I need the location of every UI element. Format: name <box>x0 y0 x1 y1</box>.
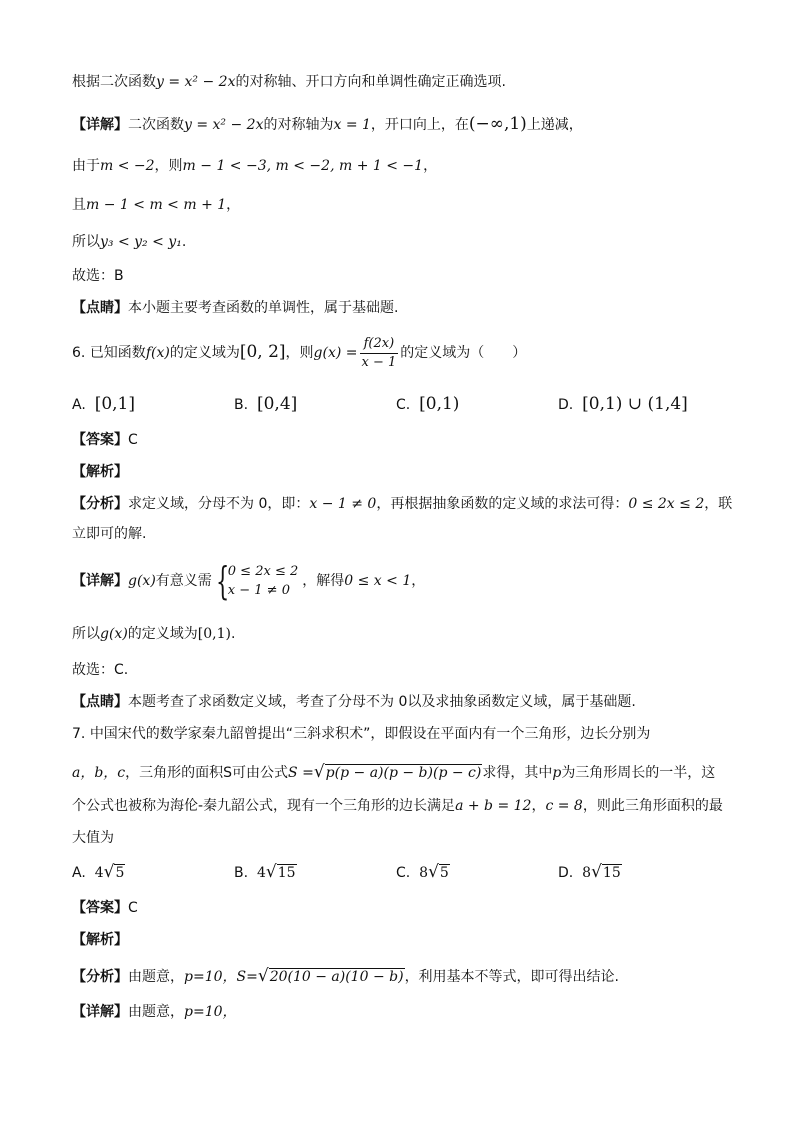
q5-line4-text-b: . <box>181 234 187 250</box>
option-radical <box>428 862 450 883</box>
q5-detail-text-b: 的对称轴为 <box>263 117 334 133</box>
range-condition: 0 ≤ 2x ≤ 2 <box>628 496 705 512</box>
analysis-label: 【分析】 <box>72 496 128 512</box>
option-value: [0,4] <box>256 394 298 414</box>
option-radicand: 15 <box>277 865 296 881</box>
q5-comment <box>72 298 398 318</box>
conclusion-text-b: 的定义域为 <box>127 626 198 642</box>
area-radicand: 20(10 − a)(10 − b) <box>269 969 404 985</box>
analysis-label: 【分析】 <box>72 969 128 985</box>
brace-icon: { <box>215 559 230 603</box>
q6-text: 已知函数 <box>89 345 146 361</box>
fraction-numerator: f(2x) <box>360 335 399 354</box>
analysis-text-b: ，再根据抽象函数的定义域的求法可得： <box>376 496 629 512</box>
triangle-sides: a，b，c <box>72 765 126 781</box>
condition-separator: ， <box>531 798 546 814</box>
question-number: 6. <box>72 345 86 361</box>
q6-conclusion <box>72 624 235 644</box>
answer-value: C <box>128 432 138 448</box>
q6-analysis-line1 <box>72 494 732 514</box>
g-fraction <box>360 335 399 372</box>
q6-analysis-label: 【解析】 <box>72 464 128 480</box>
detail-label: 【详解】 <box>72 117 128 133</box>
analysis-text-b: ，利用基本不等式，即可得出结论. <box>404 969 620 985</box>
detail-label: 【详解】 <box>72 573 128 589</box>
q5-line2-text: 由于 <box>72 158 100 174</box>
q5-line2-text-b: ，则 <box>154 158 183 174</box>
comment-text: 本题考查了求函数定义域，考查了分母不为 0以及求抽象函数定义域，属于基础题. <box>128 694 636 710</box>
q7-text: 中国宋代的数学家秦九韶曾提出“三斜求积术”，即假设在平面内有一个三角形，边长分别为 <box>89 726 651 742</box>
sqrt-icon: √ <box>103 862 115 882</box>
y-order-chain: y₃ < y₂ < y₁ <box>100 234 182 250</box>
option-letter: B. <box>234 865 249 881</box>
inequality-chain: m − 1 < −3, m < −2, m + 1 < −1 <box>182 158 424 174</box>
area-formula <box>258 964 405 989</box>
q6-option-a <box>72 394 135 415</box>
function-g: g(x) <box>100 626 128 642</box>
detail-text-b: ，解得 <box>302 573 345 589</box>
option-coefficient: 4 <box>94 865 104 881</box>
q6-choice: 故选：C. <box>72 662 129 678</box>
inequality-system <box>215 559 299 603</box>
option-letter: C. <box>396 397 411 413</box>
solution-range: 0 ≤ x < 1 <box>344 573 412 589</box>
q5-line-3 <box>72 195 240 215</box>
q5-line4-text: 所以 <box>72 234 100 250</box>
conclusion-text-c: . <box>230 626 236 642</box>
area-symbol: S= <box>236 969 258 985</box>
q5-detail-text-d: 上递减， <box>526 117 583 133</box>
option-radical <box>591 862 622 883</box>
option-letter: D. <box>558 865 574 881</box>
intro-text-tail: 的对称轴、开口方向和单调性确定正确选项. <box>235 74 506 90</box>
quadratic-formula: y = x² − 2x <box>156 74 236 90</box>
system-row: x − 1 ≠ 0 <box>227 583 290 598</box>
p-value: p=10， <box>184 969 237 985</box>
option-radicand: 5 <box>115 865 125 881</box>
detail-label: 【详解】 <box>72 1004 128 1020</box>
analysis-text-c: ，联 <box>704 496 733 512</box>
q7-answer <box>72 898 138 918</box>
option-value: [0,1) ∪ (1,4] <box>582 394 688 414</box>
q6-analysis-line2: 立即可的解. <box>72 526 147 542</box>
q7-stem-line3 <box>72 796 723 816</box>
q7-analysis <box>72 964 619 989</box>
option-letter: A. <box>72 397 86 413</box>
q7-stem-line4: 大值为 <box>72 830 114 846</box>
option-radicand: 5 <box>439 865 449 881</box>
option-letter: D. <box>558 397 574 413</box>
q7-detail <box>72 1002 237 1022</box>
q6-option-d <box>558 394 688 415</box>
sqrt-icon: √ <box>257 966 269 986</box>
conclusion-text: 所以 <box>72 626 100 642</box>
system-row: 0 ≤ 2x ≤ 2 <box>227 564 299 579</box>
axis-formula: x = 1 <box>333 117 371 133</box>
option-letter: C. <box>396 865 411 881</box>
q6-text-c: ，则 <box>285 345 314 361</box>
option-radical <box>104 862 126 883</box>
sqrt-icon: √ <box>265 862 277 882</box>
comment-text: 本小题主要考查函数的单调性，属于基础题. <box>128 300 399 316</box>
function-f: f(x) <box>145 345 170 361</box>
option-coefficient: 4 <box>256 865 266 881</box>
area-symbol: S = <box>288 765 314 781</box>
detail-text: 由题意， <box>128 1004 184 1020</box>
inequality-chain: m − 1 < m < m + 1 <box>86 197 227 213</box>
q5-choice: 故选：B <box>72 268 124 284</box>
analysis-text: 由题意， <box>128 969 184 985</box>
q7-text-c: 为三角形周长的一半，这 <box>561 765 716 781</box>
q7-analysis-label: 【解析】 <box>72 932 128 948</box>
m-condition: m < −2 <box>100 158 155 174</box>
domain-value: [0, 2] <box>239 342 286 362</box>
q7-text-b: 求得，其中 <box>482 765 553 781</box>
option-value: [0,1] <box>94 394 135 414</box>
q7-option-b <box>234 862 297 883</box>
q5-detail-line <box>72 114 583 135</box>
option-value: [0,1) <box>419 394 460 414</box>
answer-value: C <box>128 900 138 916</box>
q5-detail-text: 二次函数 <box>128 117 184 133</box>
answer-label: 【答案】 <box>72 900 128 916</box>
heron-formula <box>314 760 483 785</box>
comment-label: 【点睛】 <box>72 300 128 316</box>
q7-text-a: ，三角形的面积S可由公式 <box>125 765 289 781</box>
option-letter: A. <box>72 865 86 881</box>
answer-label: 【答案】 <box>72 432 128 448</box>
question-number: 7. <box>72 726 86 742</box>
sqrt-icon: √ <box>591 862 602 882</box>
q7-text-line3-b: ，则此三角形面积的最 <box>582 798 723 814</box>
q5-detail-text-c: ，开口向上，在 <box>370 117 469 133</box>
q7-text-line3: 个公式也被称为海伦-秦九韶公式，现有一个三角形的边长满足 <box>72 798 456 814</box>
q7-option-c <box>396 862 450 883</box>
analysis-text: 求定义域，分母不为 0，即： <box>128 496 310 512</box>
denominator-condition: x − 1 ≠ 0 <box>309 496 377 512</box>
q6-option-c <box>396 394 459 415</box>
q7-option-d <box>558 862 622 883</box>
q6-text-b: 的定义域为 <box>169 345 240 361</box>
q7-stem-line2 <box>72 760 715 785</box>
option-coefficient: 8 <box>582 865 592 881</box>
detail-text-c: ， <box>411 573 426 589</box>
comment-label: 【点睛】 <box>72 694 128 710</box>
q6-detail <box>72 559 426 603</box>
option-radical <box>266 862 297 883</box>
q7-stem-line1 <box>72 724 650 744</box>
option-letter: B. <box>234 397 249 413</box>
side-c-condition: c = 8 <box>545 798 583 814</box>
fraction-denominator: x − 1 <box>361 354 397 370</box>
p-value: p=10， <box>184 1004 237 1020</box>
option-radicand: 15 <box>602 865 621 881</box>
q6-comment <box>72 692 636 712</box>
option-coefficient: 8 <box>419 865 429 881</box>
q5-line3-text: 且 <box>72 197 86 213</box>
intro-line <box>72 72 506 92</box>
side-sum-condition: a + b = 12 <box>455 798 532 814</box>
quadratic-formula: y = x² − 2x <box>184 117 264 133</box>
intro-text: 根据二次函数 <box>72 74 156 90</box>
q6-option-b <box>234 394 297 415</box>
p-symbol: p <box>552 765 562 781</box>
domain-result: [0,1) <box>197 626 231 642</box>
function-g: g(x) <box>128 573 156 589</box>
q5-line3-text-b: ， <box>226 197 241 213</box>
q5-line-2 <box>72 156 437 176</box>
sqrt-icon: √ <box>313 762 325 782</box>
interval-formula: (−∞,1) <box>468 114 527 134</box>
q6-answer <box>72 430 138 450</box>
heron-radicand: p(p − a)(p − b)(p − c) <box>325 765 482 781</box>
sqrt-icon: √ <box>428 862 439 882</box>
q5-line2-text-c: ， <box>423 158 438 174</box>
q6-stem <box>72 334 526 372</box>
detail-text: 有意义需 <box>155 573 212 589</box>
q6-text-d: 的定义域为（ ） <box>400 345 527 361</box>
q7-option-a <box>72 862 125 883</box>
q5-line-4 <box>72 232 186 252</box>
function-g: g(x) = <box>313 345 358 361</box>
